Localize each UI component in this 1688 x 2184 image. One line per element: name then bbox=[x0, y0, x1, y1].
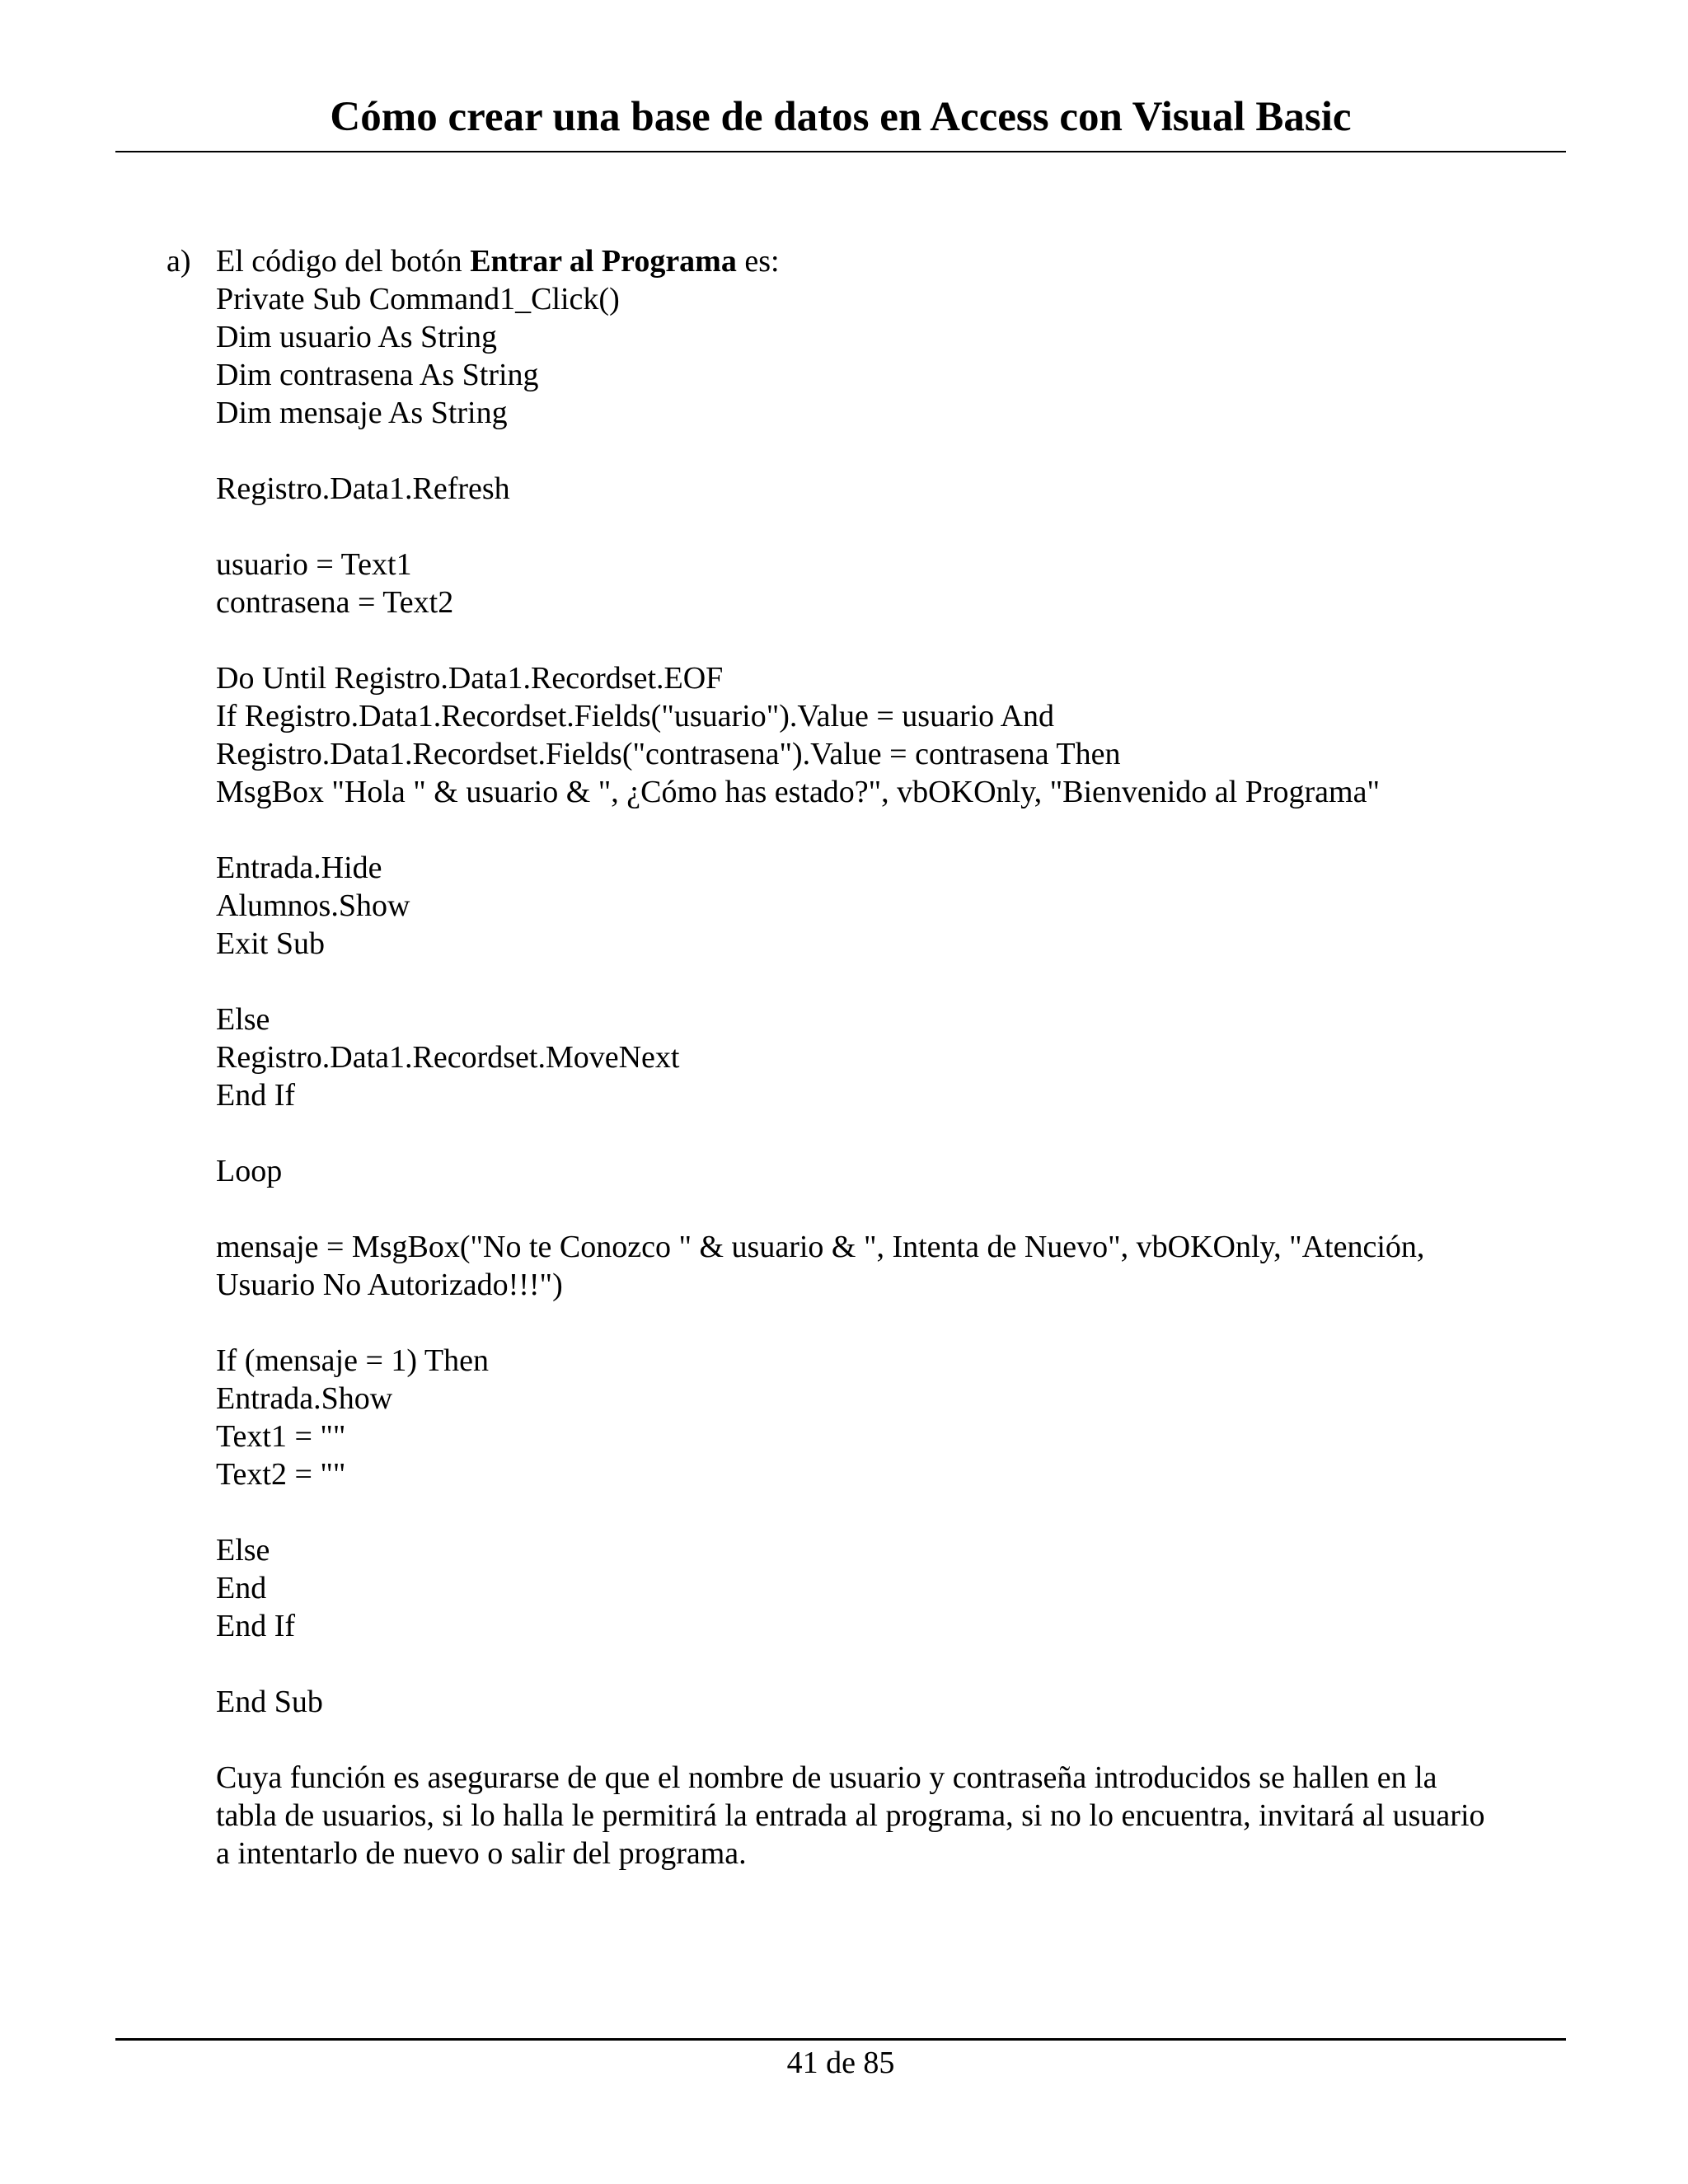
description-paragraph bbox=[216, 1759, 1568, 1872]
page-title: Cómo crear una base de datos en Access con Visual Basic bbox=[330, 94, 1352, 140]
list-marker: a) bbox=[166, 244, 191, 279]
button-name-emphasis: Entrar al Programa bbox=[470, 244, 737, 279]
page-number: 41 de 85 bbox=[786, 2046, 895, 2080]
code-line: Text2 = "" bbox=[216, 1457, 346, 1492]
code-line: Usuario No Autorizado!!!") bbox=[216, 1268, 563, 1302]
code-block bbox=[216, 280, 1568, 1759]
code-line: End If bbox=[216, 1609, 296, 1643]
blank-line bbox=[216, 1493, 1568, 1531]
blank-line bbox=[216, 508, 1568, 546]
intro-suffix: es: bbox=[736, 244, 780, 279]
code-line: Private Sub Command1_Click() bbox=[216, 282, 620, 316]
code-line: Registro.Data1.Recordset.Fields("contrasena").Value = contrasena Then bbox=[216, 737, 1121, 771]
code-line: Exit Sub bbox=[216, 926, 325, 961]
list-item-body bbox=[216, 242, 1568, 1872]
code-line: mensaje = MsgBox("No te Conozco " & usuario & ", Intenta de Nuevo", vbOKOnly, "Atención, bbox=[216, 1230, 1425, 1264]
blank-line bbox=[216, 811, 1568, 849]
code-line: Registro.Data1.Recordset.MoveNext bbox=[216, 1040, 680, 1075]
blank-line bbox=[216, 1114, 1568, 1152]
blank-line bbox=[216, 1721, 1568, 1759]
footer-divider bbox=[115, 2038, 1566, 2041]
code-line: Registro.Data1.Refresh bbox=[216, 471, 510, 506]
code-line: Dim contrasena As String bbox=[216, 358, 539, 392]
intro-line bbox=[216, 242, 1568, 280]
code-line: Dim mensaje As String bbox=[216, 396, 508, 430]
code-line: End bbox=[216, 1571, 267, 1605]
code-line: If Registro.Data1.Recordset.Fields("usuario").Value = usuario And bbox=[216, 699, 1055, 733]
description-line: tabla de usuarios, si lo halla le permitirá la entrada al programa, si no lo encuentra, invitará al usuario bbox=[216, 1798, 1485, 1833]
code-line: If (mensaje = 1) Then bbox=[216, 1343, 489, 1378]
code-line: Entrada.Show bbox=[216, 1381, 393, 1416]
code-line: Loop bbox=[216, 1154, 283, 1188]
blank-line bbox=[216, 1190, 1568, 1228]
blank-line bbox=[216, 1304, 1568, 1342]
blank-line bbox=[216, 432, 1568, 470]
header-divider bbox=[115, 151, 1566, 152]
blank-line bbox=[216, 621, 1568, 659]
code-line: usuario = Text1 bbox=[216, 547, 412, 582]
code-line: Entrada.Hide bbox=[216, 851, 382, 885]
intro-text: El código del botón bbox=[216, 244, 471, 279]
code-line: Else bbox=[216, 1002, 270, 1037]
code-line: Text1 = "" bbox=[216, 1419, 346, 1454]
code-line: Else bbox=[216, 1533, 270, 1568]
code-line: MsgBox "Hola " & usuario & ", ¿Cómo has estado?", vbOKOnly, "Bienvenido al Programa" bbox=[216, 775, 1380, 809]
blank-line bbox=[216, 1645, 1568, 1683]
description-line: Cuya función es asegurarse de que el nombre de usuario y contraseña introducidos se hallen en la bbox=[216, 1760, 1437, 1795]
code-line: Do Until Registro.Data1.Recordset.EOF bbox=[216, 661, 724, 696]
blank-line bbox=[216, 963, 1568, 1001]
code-line: End Sub bbox=[216, 1685, 323, 1719]
code-line: Alumnos.Show bbox=[216, 888, 410, 923]
code-line: End If bbox=[216, 1078, 296, 1113]
code-line: Dim usuario As String bbox=[216, 320, 497, 354]
description-line: a intentarlo de nuevo o salir del programa. bbox=[216, 1836, 747, 1871]
code-line: contrasena = Text2 bbox=[216, 585, 454, 620]
